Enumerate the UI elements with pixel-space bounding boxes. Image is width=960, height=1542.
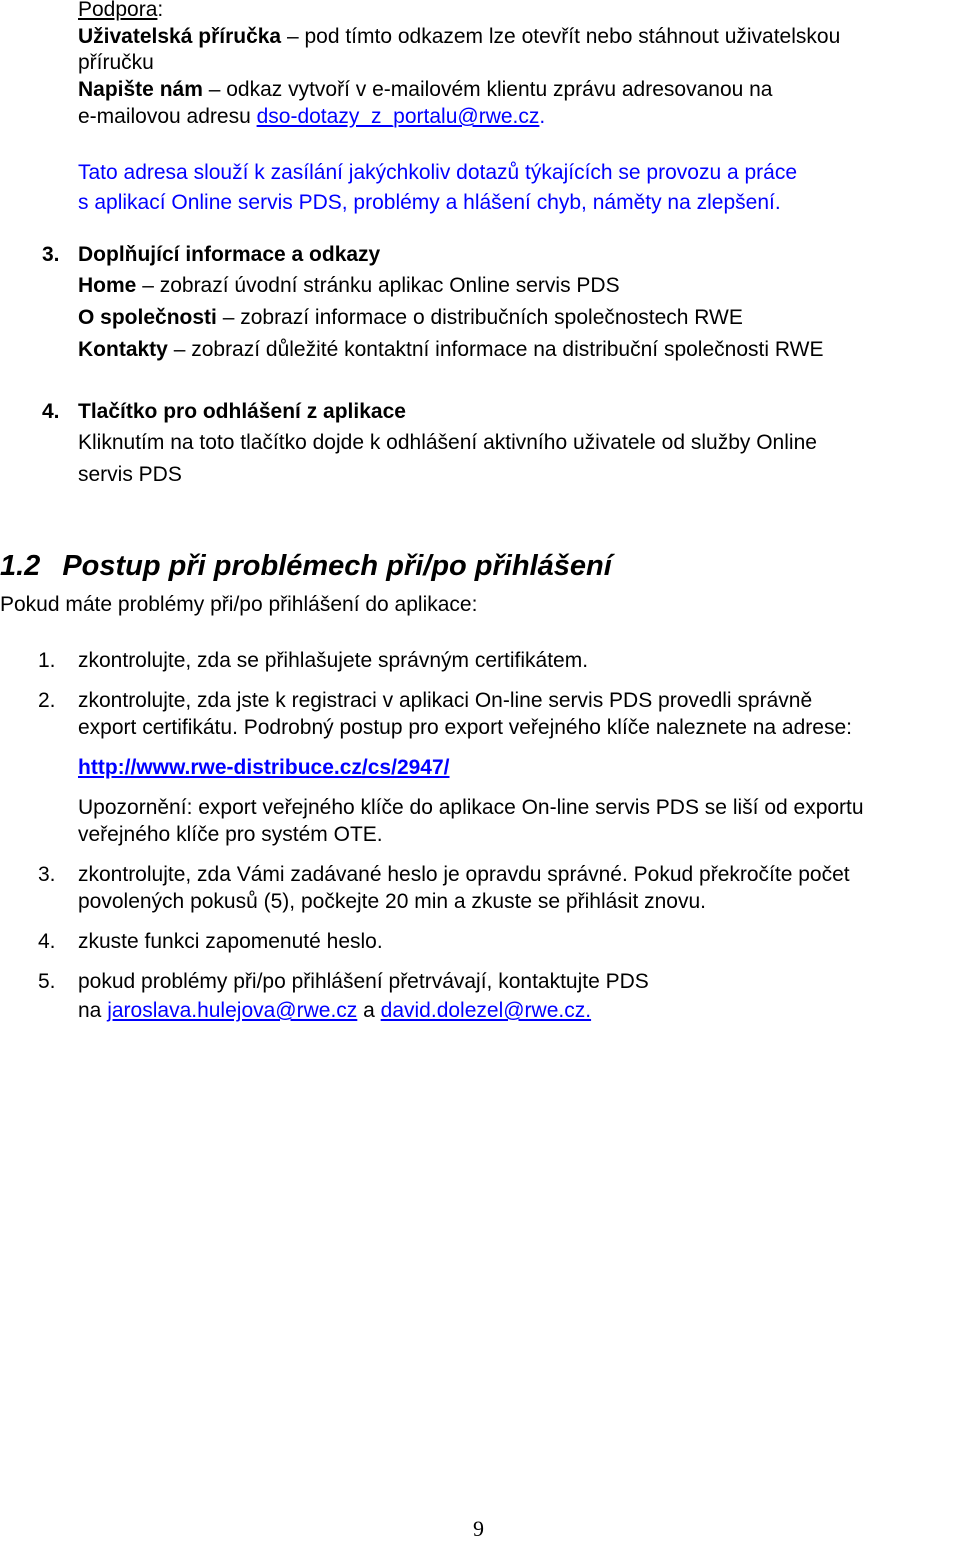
step-2-warning-1: Upozornění: export veřejného klíče do aplikace On-line servis PDS se liší od exportu [78,796,864,819]
section4-title: Tlačítko pro odhlášení z aplikace [78,400,406,423]
step-4-number: 4. [38,930,56,953]
support-heading: Podpora: [78,0,164,21]
write-line: Napište nám – odkaz vytvoří v e-mailovém klientu zprávu adresovanou na [78,78,773,101]
note-line-1: Tato adresa slouží k zasílání jakýchkoliv dotazů týkajících se provozu a práce [78,161,798,184]
section4-desc-2: servis PDS [78,463,182,486]
note-line-2: s aplikací Online servis PDS, problémy a hlášení chyb, náměty na zlepšení. [78,191,781,214]
step-2-line-2: export certifikátu. Podrobný postup pro export veřejného klíče naleznete na adrese: [78,716,852,739]
address-line: e-mailovou adresu dso-dotazy_z_portalu@rwe.cz. [78,105,546,128]
step-2-warning-2: veřejného klíče pro systém OTE. [78,823,383,846]
section12-title: Postup při problémech při/po přihlášení [62,550,612,582]
write-title: Napište nám [78,78,203,101]
manual-line: Uživatelská příručka – pod tímto odkazem lze otevřít nebo stáhnout uživatelskou [78,25,841,48]
step-1-text: zkontrolujte, zda se přihlašujete správným certifikátem. [78,649,589,672]
section3-number: 3. [42,243,60,266]
support-label: Podpora [78,0,158,21]
info-item-home: Home – zobrazí úvodní stránku aplikac Online servis PDS [78,274,620,297]
manual-line-2: příručku [78,51,154,74]
step-5-number: 5. [38,970,56,993]
export-guide-link[interactable]: http://www.rwe-distribuce.cz/cs/2947/ [78,756,450,779]
step-3-line-2: povolených pokusů (5), počkejte 20 min a zkuste se přihlásit znovu. [78,890,707,913]
step-1-number: 1. [38,649,56,672]
manual-title: Uživatelská příručka [78,25,282,48]
page-number: 9 [473,1516,484,1541]
support-email-link[interactable]: dso-dotazy_z_portalu@rwe.cz [256,105,540,128]
section4-number: 4. [42,400,60,423]
step-5-line-1: pokud problémy při/po přihlášení přetrvávají, kontaktujte PDS [78,970,649,993]
email-link-hulejova[interactable]: jaroslava.hulejova@rwe.cz [107,999,358,1022]
step-2-number: 2. [38,689,56,712]
step-5-line-2: na jaroslava.hulejova@rwe.cz a david.dolezel@rwe.cz. [78,999,592,1022]
section12-number: 1.2 [0,550,41,582]
step-4-text: zkuste funkci zapomenuté heslo. [78,930,383,953]
email-link-dolezel[interactable]: david.dolezel@rwe.cz. [380,999,592,1022]
info-item-contacts: Kontakty – zobrazí důležité kontaktní informace na distribuční společnosti RWE [78,338,824,361]
step-3-line-1: zkontrolujte, zda Vámi zadávané heslo je opravdu správné. Pokud překročíte počet [78,863,850,886]
section3-title: Doplňující informace a odkazy [78,243,381,266]
step-2-link-line [78,755,450,781]
step-2-line-1: zkontrolujte, zda jste k registraci v aplikaci On-line servis PDS provedli správně [78,689,813,712]
section12-heading [0,549,612,583]
step-3-number: 3. [38,863,56,886]
section12-intro: Pokud máte problémy při/po přihlášení do aplikace: [0,593,478,616]
info-item-company: O společnosti – zobrazí informace o distribučních společnostech RWE [78,306,743,329]
section4-desc-1: Kliknutím na toto tlačítko dojde k odhlášení aktivního uživatele od služby Online [78,431,817,454]
